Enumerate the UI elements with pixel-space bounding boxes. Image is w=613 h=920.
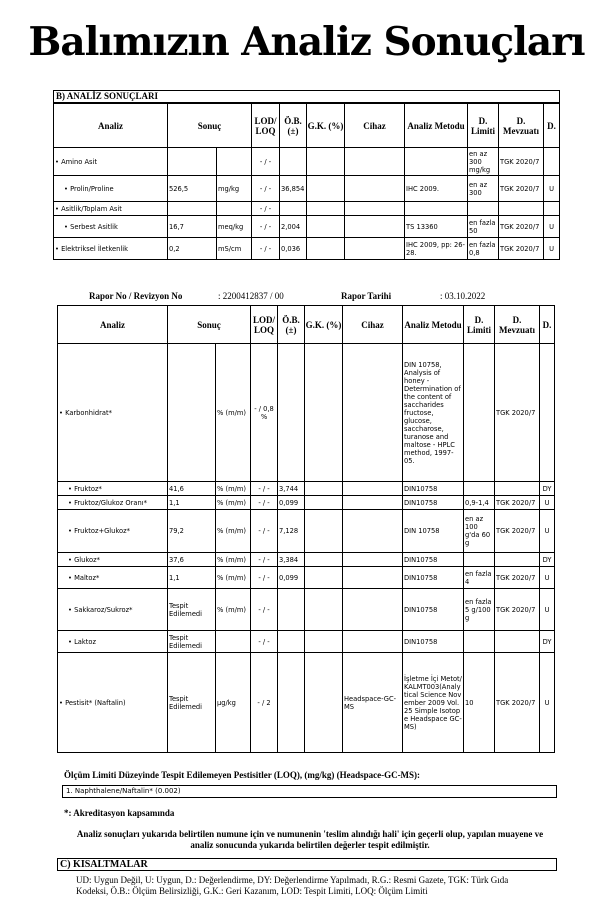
- cell-analiz: • Laktoz: [58, 631, 168, 653]
- table-row: [58, 496, 555, 510]
- cell-ob: [278, 589, 305, 631]
- cell-limit: 10: [464, 653, 495, 753]
- cell-ob: 36,854: [280, 176, 307, 202]
- cell-d: U: [540, 496, 555, 510]
- cell-lod: - / -: [251, 553, 278, 567]
- cell-ob: [278, 631, 305, 653]
- cell-mevzuat: TGK 2020/7: [495, 589, 540, 631]
- cell-lod: - / -: [251, 496, 278, 510]
- abbreviations: [76, 875, 576, 897]
- header-cihaz: Cihaz: [345, 104, 405, 148]
- cell-mevzuat: TGK 2020/7: [495, 653, 540, 753]
- pesticide-heading: Ölçüm Limiti Düzeyinde Tespit Edilemeyen Pestisitler (LOQ), (mg/kg) (Headspace-GC-MS):: [64, 770, 421, 780]
- cell-ob: 2,004: [280, 216, 307, 238]
- cell-ob: 0,099: [278, 496, 305, 510]
- cell-d: [544, 148, 560, 176]
- cell-value: [168, 202, 217, 216]
- cell-metod: DIN10758: [403, 482, 464, 496]
- cell-gk: [305, 567, 343, 589]
- cell-gk: [305, 589, 343, 631]
- cell-cihaz: [343, 510, 403, 553]
- cell-value: 41,6: [168, 482, 216, 496]
- cell-limit: [464, 553, 495, 567]
- cell-d: [540, 344, 555, 482]
- cell-unit: % (m/m): [216, 510, 251, 553]
- abbreviations-line-1: UD: Uygun Değil, U: Uygun, D.: Değerlendirme, DY: Değerlendirme Yapılmadı, R.G.: Resmi Gazete, TGK: Türk Gıda: [76, 875, 509, 885]
- cell-d: U: [540, 510, 555, 553]
- cell-lod: - / -: [251, 482, 278, 496]
- cell-d: [544, 202, 560, 216]
- cell-value: 16,7: [168, 216, 217, 238]
- header-gk: G.K. (%): [305, 306, 343, 344]
- report-date-value: : 03.10.2022: [440, 291, 486, 301]
- cell-ob: 7,128: [278, 510, 305, 553]
- cell-mevzuat: TGK 2020/7: [499, 176, 544, 202]
- cell-lod: - / 0,8 %: [251, 344, 278, 482]
- cell-analiz: • Fruktoz*: [58, 482, 168, 496]
- cell-limit: en az 300 mg/kg: [468, 148, 499, 176]
- cell-metod: IHC 2009, pp: 26-28.: [405, 238, 468, 260]
- header-metod: Analiz Metodu: [403, 306, 464, 344]
- cell-lod: - / -: [252, 238, 280, 260]
- cell-metod: DIN10758: [403, 496, 464, 510]
- cell-lod: - / -: [252, 202, 280, 216]
- cell-analiz: • Asitlik/Toplam Asit: [54, 202, 168, 216]
- cell-ob: [278, 653, 305, 753]
- disclaimer-line-2: analiz sonucunda yukarıda belirtilen değerler tespit edilmiştir.: [190, 840, 430, 850]
- cell-limit: en fazla 4: [464, 567, 495, 589]
- page-title: Balımızın Analiz Sonuçları: [28, 19, 585, 65]
- cell-unit: [216, 631, 251, 653]
- header-d: D.: [544, 104, 560, 148]
- table-row: [54, 216, 560, 238]
- cell-lod: - / -: [251, 631, 278, 653]
- cell-lod: - / -: [251, 589, 278, 631]
- abbreviations-line-2: Kodeksi, Ö.B.: Ölçüm Belirsizliği, G.K.: Geri Kazanım, LOD: Tespit Limiti, LOQ: Ölçüm Limiti: [76, 886, 428, 896]
- cell-value: 1,1: [168, 567, 216, 589]
- header-lod-loq: LOD/ LOQ: [251, 306, 278, 344]
- cell-unit: µg/kg: [216, 653, 251, 753]
- cell-d: DY: [540, 482, 555, 496]
- table-row: [58, 482, 555, 496]
- report-no-value: : 2200412837 / 00: [218, 291, 284, 301]
- table-row: [58, 510, 555, 553]
- cell-analiz: • Serbest Asitlik: [54, 216, 168, 238]
- table-row: [58, 567, 555, 589]
- cell-metod: [405, 148, 468, 176]
- section-c-heading: C) KISALTMALAR: [57, 858, 557, 871]
- cell-unit: mS/cm: [217, 238, 252, 260]
- cell-mevzuat: [495, 553, 540, 567]
- cell-ob: [280, 148, 307, 176]
- cell-analiz: • Prolin/Proline: [54, 176, 168, 202]
- cell-unit: % (m/m): [216, 344, 251, 482]
- cell-metod: DIN10758: [403, 567, 464, 589]
- cell-ob: 3,384: [278, 553, 305, 567]
- cell-d: U: [544, 176, 560, 202]
- table-row: [54, 202, 560, 216]
- header-cihaz: Cihaz: [343, 306, 403, 344]
- cell-limit: [464, 482, 495, 496]
- header-limit: D. Limiti: [468, 104, 499, 148]
- header-metod: Analiz Metodu: [405, 104, 468, 148]
- table-row: [58, 589, 555, 631]
- cell-gk: [307, 202, 345, 216]
- cell-limit: en fazla 5 g/100 g: [464, 589, 495, 631]
- cell-gk: [305, 482, 343, 496]
- cell-gk: [307, 176, 345, 202]
- cell-lod: - / -: [251, 510, 278, 553]
- cell-limit: [464, 631, 495, 653]
- cell-gk: [305, 496, 343, 510]
- cell-unit: % (m/m): [216, 482, 251, 496]
- cell-lod: - / 2: [251, 653, 278, 753]
- cell-analiz: • Maltoz*: [58, 567, 168, 589]
- header-lod-loq: LOD/ LOQ: [252, 104, 280, 148]
- header-gk: G.K. (%): [307, 104, 345, 148]
- cell-value: [168, 148, 217, 176]
- table-row: [54, 176, 560, 202]
- cell-value: Tespit Edilemedi: [168, 631, 216, 653]
- cell-d: DY: [540, 631, 555, 653]
- cell-value: 1,1: [168, 496, 216, 510]
- cell-analiz: • Glukoz*: [58, 553, 168, 567]
- table-row: [54, 148, 560, 176]
- cell-analiz: • Elektriksel İletkenlik: [54, 238, 168, 260]
- cell-gk: [305, 553, 343, 567]
- cell-analiz: • Sakkaroz/Sukroz*: [58, 589, 168, 631]
- cell-unit: [217, 148, 252, 176]
- cell-metod: IHC 2009.: [405, 176, 468, 202]
- accreditation-note: *: Akreditasyon kapsamında: [64, 808, 175, 818]
- cell-cihaz: [343, 631, 403, 653]
- cell-limit: en fazla 0,8: [468, 238, 499, 260]
- cell-d: U: [540, 567, 555, 589]
- section-b-heading: B) ANALİZ SONUÇLARI: [53, 90, 560, 103]
- disclaimer-line-1: Analiz sonuçları yukarıda belirtilen numune için ve numunenin 'teslim alındığı hali' için geçerli olup, yapılan muayene ve: [76, 829, 544, 839]
- cell-unit: % (m/m): [216, 553, 251, 567]
- header-mevzuat: D. Mevzuatı: [495, 306, 540, 344]
- cell-analiz: • Pestisit* (Naftalin): [58, 653, 168, 753]
- cell-cihaz: [345, 148, 405, 176]
- cell-mevzuat: [495, 482, 540, 496]
- cell-metod: İşletme İçi Metot/KALMT003(Analytical Science November 2009 Vol.25 Simple Isotope Headspace GC-MS): [403, 653, 464, 753]
- cell-lod: - / -: [251, 567, 278, 589]
- cell-mevzuat: TGK 2020/7: [499, 238, 544, 260]
- cell-d: U: [544, 238, 560, 260]
- cell-metod: TS 13360: [405, 216, 468, 238]
- cell-cihaz: [343, 567, 403, 589]
- header-mevzuat: D. Mevzuatı: [499, 104, 544, 148]
- cell-gk: [307, 216, 345, 238]
- cell-value: 0,2: [168, 238, 217, 260]
- pesticide-list-item: 1. Naphthalene/Naftalin* (0.002): [62, 785, 557, 798]
- cell-limit: [464, 344, 495, 482]
- cell-metod: [405, 202, 468, 216]
- cell-unit: % (m/m): [216, 589, 251, 631]
- cell-ob: [278, 344, 305, 482]
- table-row: [58, 653, 555, 753]
- cell-value: Tespit Edilemedi: [168, 589, 216, 631]
- cell-analiz: • Amino Asit: [54, 148, 168, 176]
- header-ob: Ö.B. (±): [280, 104, 307, 148]
- cell-limit: [468, 202, 499, 216]
- cell-limit: en fazla 50: [468, 216, 499, 238]
- cell-value: 526,5: [168, 176, 217, 202]
- cell-analiz: • Fruktoz/Glukoz Oranı*: [58, 496, 168, 510]
- cell-ob: 0,036: [280, 238, 307, 260]
- cell-lod: - / -: [252, 148, 280, 176]
- cell-d: U: [540, 653, 555, 753]
- cell-limit: en az 100 g'da 60 g: [464, 510, 495, 553]
- cell-cihaz: [345, 216, 405, 238]
- cell-cihaz: [345, 238, 405, 260]
- cell-cihaz: Headspace-GC-MS: [343, 653, 403, 753]
- header-sonuc: Sonuç: [168, 306, 251, 344]
- cell-unit: [217, 202, 252, 216]
- report-no-label: Rapor No / Revizyon No: [89, 291, 183, 301]
- cell-unit: mg/kg: [217, 176, 252, 202]
- cell-mevzuat: TGK 2020/7: [499, 216, 544, 238]
- disclaimer: [40, 829, 580, 851]
- header-limit: D. Limiti: [464, 306, 495, 344]
- table-row: [54, 238, 560, 260]
- cell-limit: 0,9-1,4: [464, 496, 495, 510]
- cell-gk: [307, 238, 345, 260]
- cell-gk: [305, 344, 343, 482]
- cell-gk: [305, 653, 343, 753]
- cell-lod: - / -: [252, 176, 280, 202]
- cell-mevzuat: TGK 2020/7: [495, 510, 540, 553]
- cell-mevzuat: TGK 2020/7: [495, 496, 540, 510]
- cell-limit: en az 300: [468, 176, 499, 202]
- results-table-1: [53, 103, 560, 260]
- table-row: [58, 631, 555, 653]
- cell-d: U: [540, 589, 555, 631]
- cell-value: [168, 344, 216, 482]
- cell-value: 37,6: [168, 553, 216, 567]
- header-ob: Ö.B. (±): [278, 306, 305, 344]
- cell-cihaz: [343, 496, 403, 510]
- cell-metod: DIN10758: [403, 553, 464, 567]
- cell-cihaz: [345, 202, 405, 216]
- cell-gk: [307, 148, 345, 176]
- cell-cihaz: [343, 589, 403, 631]
- cell-d: DY: [540, 553, 555, 567]
- cell-ob: 0,099: [278, 567, 305, 589]
- cell-unit: % (m/m): [216, 567, 251, 589]
- cell-metod: DIN 10758: [403, 510, 464, 553]
- cell-lod: - / -: [252, 216, 280, 238]
- cell-cihaz: [345, 176, 405, 202]
- header-d: D.: [540, 306, 555, 344]
- cell-analiz: • Karbonhidrat*: [58, 344, 168, 482]
- cell-cihaz: [343, 553, 403, 567]
- header-sonuc: Sonuç: [168, 104, 252, 148]
- table-row: [58, 344, 555, 482]
- cell-analiz: • Fruktoz+Glukoz*: [58, 510, 168, 553]
- cell-mevzuat: TGK 2020/7: [495, 344, 540, 482]
- cell-metod: DIN10758: [403, 631, 464, 653]
- cell-cihaz: [343, 344, 403, 482]
- cell-metod: DIN 10758, Analysis of honey - Determination of the content of saccharides fructose, glucose, saccharose, turanose and maltose - HPLC method, 1997-05.: [403, 344, 464, 482]
- cell-unit: % (m/m): [216, 496, 251, 510]
- cell-mevzuat: [499, 202, 544, 216]
- table-row: [58, 553, 555, 567]
- cell-unit: meq/kg: [217, 216, 252, 238]
- cell-metod: DIN10758: [403, 589, 464, 631]
- header-analiz: Analiz: [58, 306, 168, 344]
- results-table-2: [57, 305, 555, 753]
- cell-d: U: [544, 216, 560, 238]
- header-analiz: Analiz: [54, 104, 168, 148]
- cell-mevzuat: TGK 2020/7: [495, 567, 540, 589]
- cell-value: 79,2: [168, 510, 216, 553]
- cell-gk: [305, 510, 343, 553]
- cell-mevzuat: [495, 631, 540, 653]
- cell-cihaz: [343, 482, 403, 496]
- cell-gk: [305, 631, 343, 653]
- cell-ob: [280, 202, 307, 216]
- cell-mevzuat: TGK 2020/7: [499, 148, 544, 176]
- cell-ob: 3,744: [278, 482, 305, 496]
- report-date-label: Rapor Tarihi: [341, 291, 392, 301]
- cell-value: Tespit Edilemedi: [168, 653, 216, 753]
